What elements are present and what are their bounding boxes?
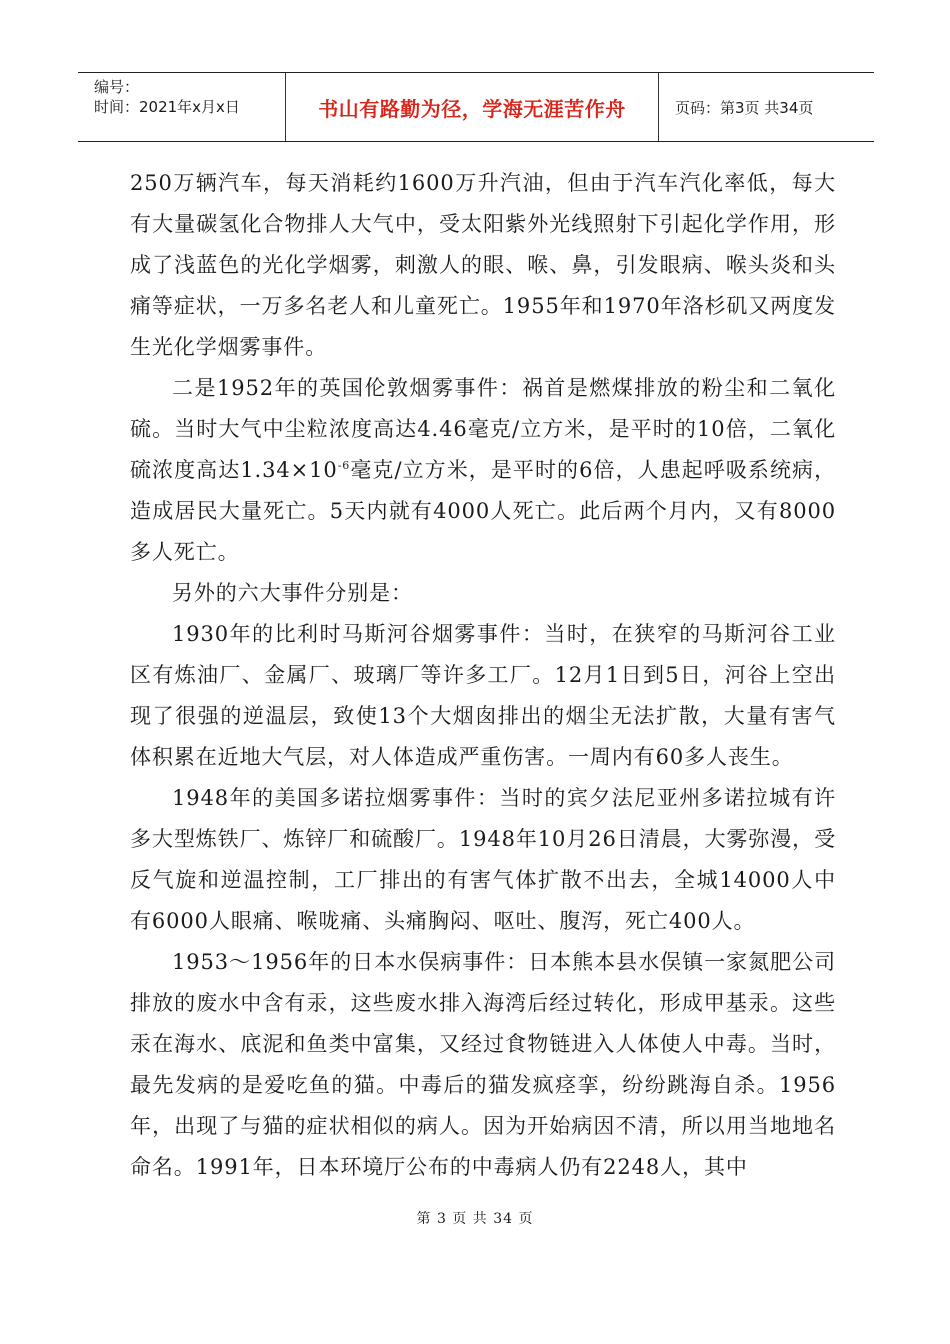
- paragraph: 1953～1956年的日本水俣病事件：日本熊本县水俣镇一家氮肥公司排放的废水中含有汞，这些废水排入海湾后经过转化，形成甲基汞。这些汞在海水、底泥和鱼类中富集，又经过食物链进入人体使人中毒。当时，最先发病的是爱吃鱼的猫。中毒后的猫发疯痉挛，纷纷跳海自杀。1956年，出现了与猫的症状相似的病人。因为开始病因不清，所以用当地地名命名。1991年，日本环境厅公布的中毒病人仍有2248人，其中: [130, 950, 836, 1179]
- page-header: [78, 72, 874, 142]
- paragraph: 1930年的比利时马斯河谷烟雾事件：当时，在狭窄的马斯河谷工业区有炼油厂、金属厂、玻璃厂等许多工厂。12月1日到5日，河谷上空出现了很强的逆温层，致使13个大烟囱排出的烟尘无法扩散，大量有害气体积累在近地大气层，对人体造成严重伤害。一周内有60多人丧生。: [130, 622, 836, 769]
- paragraph-text: 二是1952年的英国伦敦烟雾事件：祸首是燃煤排放的粉尘和二氧化硫。当时大气中尘粒浓度高达4.46毫克/立方米，是平时的10倍，二氧化硫浓度高达1.34×10: [130, 376, 836, 482]
- paragraph: 250万辆汽车，每天消耗约1600万升汽油，但由于汽车汽化率低，每大有大量碳氢化合物排人大气中，受太阳紫外光线照射下引起化学作用，形成了浅蓝色的光化学烟雾，刺激人的眼、喉、鼻，引发眼病、喉头炎和头痛等症状，一万多名老人和儿童死亡。1955年和1970年洛杉矶又两度发生光化学烟雾事件。: [130, 171, 836, 359]
- paragraph-text: 毫克/立方米，是平时的6倍，人患起呼吸系统病，造成居民大量死亡。5天内就有4000人死亡。此后两个月内，又有8000多人死亡。: [130, 458, 837, 564]
- header-meta: [78, 73, 286, 141]
- header-page-label: 页码：第3页 共34页: [675, 98, 814, 117]
- exponent: -6: [337, 459, 351, 472]
- page-footer: 第 3 页 共 34 页: [416, 1211, 534, 1227]
- document-time-label: 时间：2021年x月x日: [94, 98, 240, 116]
- document-body: [130, 163, 836, 1188]
- paragraph: 另外的六大事件分别是：: [172, 581, 413, 605]
- header-motto: 书山有路勤为径，学海无涯苦作舟: [286, 73, 659, 141]
- paragraph: 1948年的美国多诺拉烟雾事件：当时的宾夕法尼亚州多诺拉城有许多大型炼铁厂、炼锌厂和硫酸厂。1948年10月26日清晨，大雾弥漫，受反气旋和逆温控制，工厂排出的有害气体扩散不出去，全城14000人中有6000人眼痛、喉咙痛、头痛胸闷、呕吐、腹泻，死亡400人。: [130, 786, 836, 933]
- document-number-label: 编号：: [94, 78, 140, 96]
- paragraph: [130, 368, 836, 573]
